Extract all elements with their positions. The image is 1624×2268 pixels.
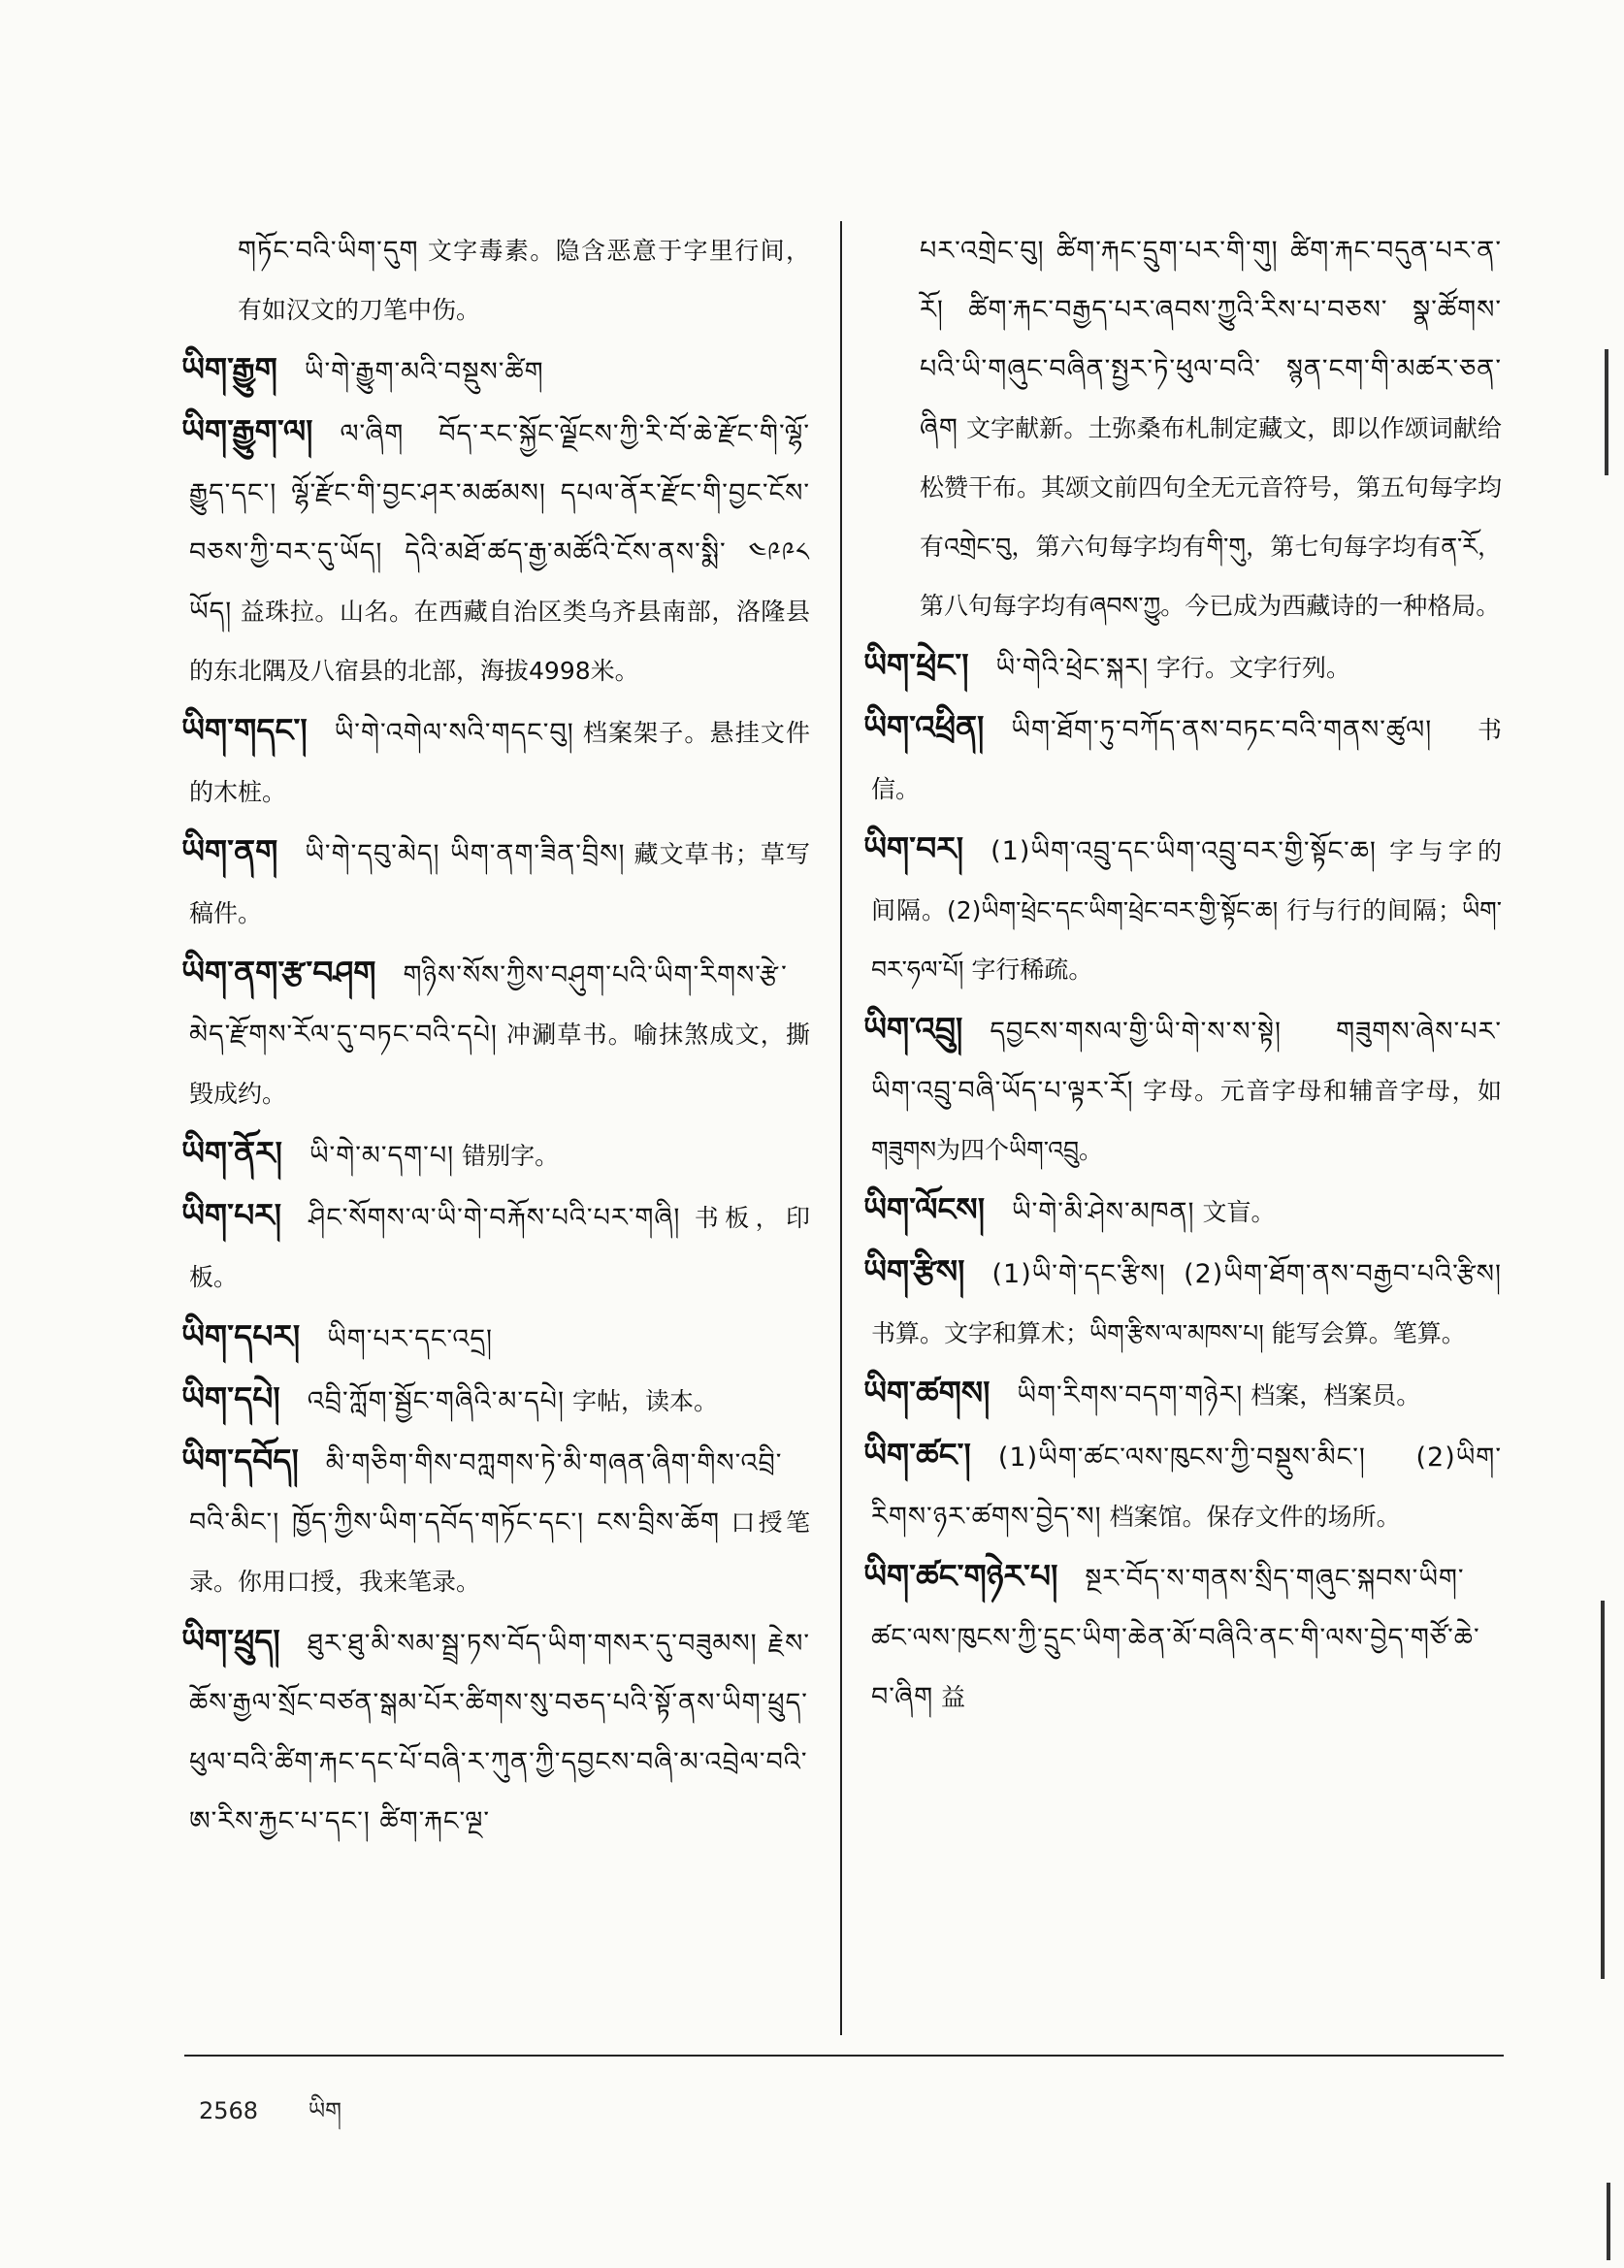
entry-tibetan-definition: ལ་ཞིག བོད་རང་སྐྱོང་ལྗོངས་ཀྱི་རི་བོ་ཆེ་རྫོང་གི་ལྷོ་རྒྱུད་དང་། ལྷོ་རྫོང་གི་བྱང་ཤར་མཚམས། དཔལ་ནོར་རྫོང་གི་བྱང་ངོས་བཅས་ཀྱི་བར་དུ་ཡོད། དེའི་མཐོ་ཚད་རྒྱ་མཚོའི་ངོས་ནས་སྨི་ ༤༩༩༨ ཡོད། [189,419,810,627]
entry-tibetan-definition: གཏོང་བའི་ཡིག་དུག [238,236,419,266]
dictionary-entry [863,1180,1502,1242]
entry-tibetan-definition: ཐུར་ཐུ་མི་སམ་སྦྲ་ཏས་བོད་ཡིག་གསར་དུ་བཟུམས། རྗེས་ཆོས་རྒྱལ་སྲོང་བཙན་སྒམ་པོར་ཚིགས་སུ་བཅད་པའི་སྟོ་ནས་ཡིག་ཕྲུད་ཕུལ་བའི་ཚིག་རྐང་དང་པོ་བཞི་ར་ཀུན་ཀྱི་དབྱངས་བཞི་མ་འབྲེལ་བའི་ཨ་རིས་རྐྱང་པ་དང་། ཚིག་རྐང་ལྔ་ [189,1629,810,1836]
left-column [181,221,810,1851]
entry-chinese-gloss: 文盲。 [1202,1198,1276,1226]
entry-tibetan-definition: ཡིག་ཐོག་ཏུ་བཀོད་ནས་བཏང་བའི་གནས་ཚུལ། [1011,715,1433,745]
scan-edge-mark [1607,2183,1610,2260]
entry-chinese-gloss: 档案馆。保存文件的场所。 [1109,1503,1401,1531]
entry-headword: ཡིག་རྒྱུག [181,350,277,388]
entry-headword: ཡིག་ཚང་། [863,1436,971,1474]
entry-chinese-gloss: 字与字的间隔。(2)ཡིག་ཕྲེང་དང་ཡིག་ཕྲེང་བར་གྱི་སྟོང་ཆ། 行与行的间隔；ཡིག་བར་ཧལ་པོ། 字行稀疏。 [871,837,1502,984]
dictionary-entry [863,1425,1502,1546]
dictionary-entry [181,1369,810,1431]
dictionary-entry [863,999,1502,1180]
dictionary-entry [181,822,810,943]
entry-headword: ཡིག་ཚགས། [863,1374,991,1411]
entry-tibetan-definition: ཡིག་རིགས་བདག་གཉེར། [1017,1380,1244,1410]
entry-chinese-gloss: 文字献新。土弥桑布札制定藏文，即以作颂词献给松赞干布。其颂文前四句全无元音符号，第五句每字均有འགྲེང་བུ，第六句每字均有གི་གུ，第七句每字均有ན་རོ，第八句每字均有ཞབས་ཀྱུ。今已成为西藏诗的一种格局。 [920,414,1503,620]
dictionary-entry [863,635,1502,697]
entry-headword: ཡིག་དཔར། [181,1317,301,1355]
entry-chinese-gloss: 书信。 [871,716,1502,803]
entry-headword: ཡིག་དཔེ། [181,1379,280,1417]
entry-chinese-gloss: 文字毒素。隐含恶意于字里行间，有如汉文的刀笔中伤。 [238,237,810,324]
entry-headword: ཡིག་རྩིས། [863,1252,965,1290]
entry-tibetan-definition: གཉིས་སོས་ཀྱིས་བཤུག་པའི་ཡིག་རིགས་རྩེ་མེད་རྫོགས་རོལ་དུ་བཏང་བའི་དཔེ། [189,960,788,1050]
entry-tibetan-definition: ཡི་གེ་མི་ཤེས་མཁན། [1012,1197,1195,1227]
dictionary-entry [181,943,810,1123]
dictionary-entry [181,1611,810,1851]
dictionary-entry [189,221,810,340]
entry-tibetan-definition: ཡི་གེ་རྒྱུག་མའི་བསྡུས་ཚིག [304,357,544,387]
dictionary-entry [863,1242,1502,1363]
column-divider [840,221,842,2035]
page-footer [199,2086,384,2151]
entry-tibetan-definition: ཡིག་པར་དང་འདྲ། [327,1324,493,1354]
entry-headword: ཡིག་པར། [181,1196,282,1234]
entry-headword: ཡིག་ནག་རྩ་བཤག [181,954,376,991]
entry-tibetan-definition: (1)ཡི་གེ་དང་རྩིས། (2)ཡིག་ཐོག་ནས་བརྒྱབ་པའི་རྩིས། [991,1259,1502,1289]
entry-headword: ཡིག་ཕྲུད། [181,1622,280,1660]
entry-tibetan-definition: (1)ཡིག་ཚང་ལས་ཁུངས་ཀྱི་བསྡུས་མིང་། (2)ཡིག་རིགས་ཉར་ཚགས་བྱེད་ས། [871,1442,1502,1532]
entry-tibetan-definition: དབྱངས་གསལ་གྱི་ཡི་གེ་ས་ས་སྟེ། གཟུགས་ཞེས་པར་ཡིག་འབྲུ་བཞི་ཡོད་པ་ལྟར་རོ། [871,1017,1502,1106]
dictionary-entry [181,1307,810,1369]
dictionary-entry [181,1431,810,1611]
entry-tibetan-definition: ཡི་གེ་འགེལ་སའི་གདང་བུ། [334,718,574,748]
running-head: ཡིག [308,2097,342,2124]
entry-headword: ཡིག་ཚང་གཉེར་པ། [863,1557,1058,1595]
entry-headword: ཡིག་བར། [863,829,964,867]
entry-tibetan-definition: ཡི་གེའི་ཕྲེང་སྐར། [995,653,1150,683]
entry-headword: ཡིག་རྒྱུག་ལ། [181,412,313,450]
entry-tibetan-definition: ཤིང་སོགས་ལ་ཡི་གེ་བརྐོས་པའི་པར་གཞི། [309,1203,681,1233]
entry-tibetan-definition: འབྲི་ཀློག་སྦྱོང་གཞིའི་མ་དཔེ། [307,1386,565,1416]
entry-tibetan-definition: ཡི་གེ་དབུ་མེད། ཡིག་ནག་ཟིན་བྲིས། [305,839,626,869]
entry-chinese-gloss: 档案架子。悬挂文件的木桩。 [189,719,810,806]
entry-chinese-gloss: 字帖，读本。 [571,1387,718,1415]
scan-edge-mark [1601,1601,1605,1979]
entry-chinese-gloss: 档案，档案员。 [1250,1381,1421,1409]
entry-headword: ཡིག་ནོར། [181,1134,282,1172]
entry-chinese-gloss: 字母。元音字母和辅音字母，如གཟུགས为四个ཡིག་འབྲུ。 [871,1077,1502,1164]
dictionary-entry [181,700,810,822]
entry-chinese-gloss: 书板，印板。 [189,1204,810,1291]
dictionary-entry [863,1363,1502,1425]
entry-headword: ཡིག་ལོངས། [863,1190,986,1228]
right-column [863,221,1503,1727]
footer-rule [184,2055,1504,2057]
dictionary-entry [871,221,1502,635]
entry-headword: ཡིག་གདང་། [181,711,308,749]
entry-tibetan-definition: མི་གཅིག་གིས་བཀླགས་ཏེ་མི་གཞན་ཞིག་གིས་འབྲི་བའི་མིང་། ཁྱོད་ཀྱིས་ཡིག་དབོད་གཏོང་དང་། ངས་བྲིས་ཆོག [189,1448,783,1538]
dictionary-entry [181,340,810,402]
dictionary-entry [863,1546,1502,1727]
dictionary-entry [181,1185,810,1307]
entry-chinese-gloss: 藏文草书；草写稿件。 [189,840,810,927]
page-number: 2568 [199,2097,259,2124]
dictionary-entry [181,1123,810,1185]
entry-chinese-gloss: 错别字。 [462,1142,560,1170]
entry-chinese-gloss: 益 [941,1683,966,1711]
entry-tibetan-definition: པར་འགྲེང་བུ། ཚིག་རྐང་དྲུག་པར་གི་གུ། ཚིག་རྐང་བདུན་པར་ན་རོ། ཚིག་རྐང་བརྒྱད་པར་ཞབས་ཀྱུའི་རིས་པ་བཅས་ སྣ་ཚོགས་པའི་ཡི་གཞུང་བཞིན་སྤྱར་ཏེ་ཕུལ་བའི་ སྙན་ངག་གི་མཚར་ཅན་ཞིག [920,236,1502,443]
entry-headword: ཡིག་ཕྲེང་། [863,646,969,684]
entry-headword: ཡིག་འབྲུ། [863,1010,963,1048]
entry-chinese-gloss: 书算。文字和算术；ཡིག་རྩིས་ལ་མཁས་པ། 能写会算。笔算。 [871,1319,1466,1347]
entry-headword: ཡིག་དབོད། [181,1442,299,1479]
entry-chinese-gloss: 益珠拉。山名。在西藏自治区类乌齐县南部，洛隆县的东北隅及八宿县的北部，海拔4998米。 [189,598,810,685]
entry-tibetan-definition: སྔར་བོད་ས་གནས་སྲིད་གཞུང་སྐབས་ཡིག་ཚང་ལས་ཁུངས་ཀྱི་དྲུང་ཡིག་ཆེན་མོ་བཞིའི་ནང་གི་ལས་བྱེད་གཙོ་ཆེ་བ་ཞིག [871,1564,1480,1712]
scan-edge-mark [1605,349,1608,475]
dictionary-entry [181,402,810,700]
entry-tibetan-definition: ཡི་གེ་མ་དག་པ། [309,1141,455,1171]
entry-chinese-gloss: 口授笔录。你用口授，我来笔录。 [189,1508,810,1596]
entry-tibetan-definition: (1)ཡིག་འབྲུ་དང་ཡིག་འབྲུ་བར་གྱི་སྟོང་ཆ། [991,836,1377,866]
dictionary-entry [863,697,1502,819]
entry-chinese-gloss: 冲涮草书。喻抹煞成文，撕毁成约。 [189,1021,810,1108]
dictionary-entry [863,819,1502,999]
entry-chinese-gloss: 字行。文字行列。 [1156,654,1351,682]
entry-headword: ཡིག་ནག [181,832,278,870]
entry-headword: ཡིག་འཕྲིན། [863,708,985,746]
